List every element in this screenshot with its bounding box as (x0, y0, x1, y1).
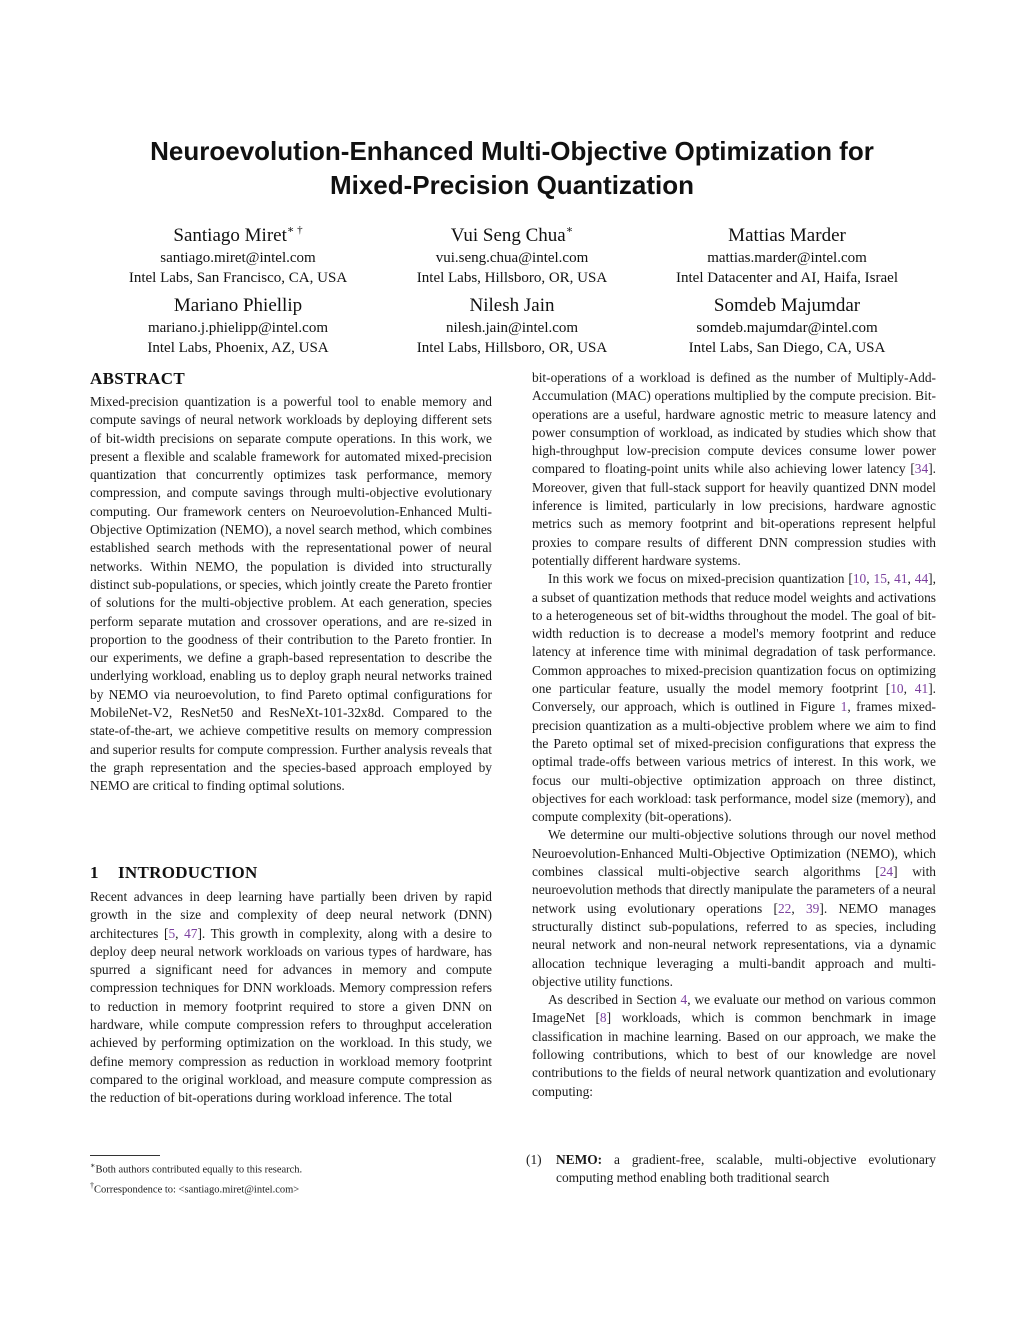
author-block (88, 218, 388, 288)
citation-link[interactable]: 44 (914, 571, 929, 587)
author-affiliation: Intel Labs, Hillsboro, OR, USA (416, 270, 608, 286)
paper-title (60, 134, 964, 202)
section-number: 1 (90, 863, 99, 882)
footnote-equal-contribution: ∗Both authors contributed equally to this research. (90, 1161, 303, 1176)
author-affiliation: Intel Labs, San Diego, CA, USA (688, 340, 886, 356)
citation-link[interactable]: 10 (852, 571, 867, 587)
introduction-body (90, 888, 492, 1108)
citation-link[interactable]: 47 (184, 925, 198, 941)
citation-link[interactable]: 5 (168, 925, 176, 941)
intro-paragraph: Recent advances in deep learning have partially been driven by rapid growth in the size and complexity of deep neural network (DNN) architectures [5, 47]. This growth in complexity, along with a desire to deploy deep neural network workloads on various types of hardware, has spurred a significant need for advances in memory and compute compression techniques for DNN workloads. Memory compression refers to reduction in memory footprint required to store a given DNN on hardware, while compute compression refers to throughput acceleration achieved by performing optimization on the workload. In this study, we define memory compression as reduction in workload memory footprint compared to the original workload, and measure compute compression as the reduction of bit-operations during workload inference. The total (90, 889, 492, 1106)
author-name: Somdeb Majumdar (713, 295, 861, 316)
author-email[interactable]: santiago.miret@intel.com (160, 250, 316, 266)
list-item-text: a gradient-free, scalable, multi-objective evolutionary computing method enabling both traditional search (556, 1152, 936, 1186)
author-block (362, 218, 662, 288)
paragraph-contributions: As described in Section 4, we evaluate our method on various common ImageNet [8] workloads, which is common benchmark in image classification in machine learning. Based on our approach, we make the following contributions, which to best of our knowledge are novel contributions to the fields of neural network quantization and evolutionary computing: (532, 992, 937, 1099)
section-link[interactable]: 4 (680, 992, 688, 1008)
list-item-term: NEMO: (556, 1152, 603, 1167)
abstract-text: Mixed-precision quantization is a powerful tool to enable memory and compute savings of neural network workloads by deploying different sets of bit-width precisions on separate compute operations. In this work, we present a flexible and scalable framework for automated mixed-precision quantization that concurrently optimizes task performance, memory compression, and compute savings through multi-objective evolutionary computing. Our framework centers on Neuroevolution-Enhanced Multi-Objective Optimization (NEMO), a novel search method, which combines established search methods with the representational power of neural networks. Within NEMO, the population is divided into structurally distinct sub-populations, or species, which jointly create the Pareto frontier of solutions for the multi-objective problem. At each generation, species perform separate mutation and crossover operations, and are re-sized in proportion to the goodness of their contribution to the Pareto frontier. In our experiments, we define a graph-based representation to describe the underlying workload, enabling us to deploy graph neural networks trained by NEMO via neuroevolution, to find Pareto optimal configurations for MobileNet-V2, ResNet50 and ResNeXt-101-32x8d. Compared to the state-of-the-art, we achieve competitive results on memory compression and superior results for compute compression. Further analysis reveals that the graph representation and the species-based approach employed by NEMO are critical to finding optimal solutions. (90, 394, 492, 794)
citation-link[interactable]: 41 (914, 681, 929, 697)
citation-link[interactable]: 15 (873, 571, 887, 587)
citation-link[interactable]: 39 (805, 900, 820, 916)
author-name: Vui Seng Chua∗ (450, 224, 574, 246)
author-block (637, 218, 937, 288)
citation-link[interactable]: 34 (914, 461, 929, 477)
author-email[interactable]: somdeb.majumdar@intel.com (696, 320, 878, 336)
author-name: Nilesh Jain (469, 295, 555, 316)
title-line-2: Mixed-Precision Quantization (329, 170, 695, 200)
list-item-number: (1) (526, 1152, 542, 1167)
author-email[interactable]: mattias.marder@intel.com (707, 250, 867, 266)
author-block (362, 294, 662, 358)
figure-link[interactable]: 1 (840, 699, 848, 715)
author-email[interactable]: mariano.j.phielipp@intel.com (147, 320, 329, 336)
title-line-1: Neuroevolution-Enhanced Multi-Objective Optimization for (150, 136, 874, 166)
author-block (88, 294, 388, 358)
author-name: Mariano Phiellip (173, 295, 303, 316)
paragraph-nemo: We determine our multi-objective solutions through our novel method Neuroevolution-Enhanced Multi-Objective Optimization (NEMO), which combines classical multi-objective search algorithms [24] with neuroevolution methods that directly manipulate the parameters of a neural network using evolutionary operations [22, 39]. NEMO manages structurally distinct sub-populations, referred to as species, including neural network and non-neural network representations, via a dynamic allocation technique leveraging a multi-bandit approach and multi-objective utility functions. (532, 827, 936, 989)
author-marks: ∗ † (286, 224, 303, 236)
author-affiliation: Intel Datacenter and AI, Haifa, Israel (676, 270, 898, 286)
abstract-heading: ABSTRACT (90, 369, 185, 388)
contribution-list-item (526, 1151, 936, 1188)
introduction-heading (90, 863, 258, 883)
author-name: Santiago Miret∗ † (173, 224, 303, 246)
footnote-correspondence: †Correspondence to: <santiago.miret@intel.com> (90, 1180, 300, 1195)
author-affiliation: Intel Labs, Phoenix, AZ, USA (147, 340, 329, 356)
footnote-divider (90, 1155, 160, 1156)
author-email[interactable]: nilesh.jain@intel.com (445, 320, 579, 336)
footnotes (90, 1158, 490, 1197)
citation-link[interactable]: 41 (894, 571, 908, 587)
citation-link[interactable]: 22 (777, 900, 792, 916)
author-block (637, 294, 937, 358)
author-marks: ∗ (565, 224, 574, 236)
author-name: Mattias Marder (728, 225, 846, 246)
abstract-body (90, 393, 492, 796)
right-column-body (532, 369, 936, 1101)
citation-link[interactable]: 24 (879, 864, 894, 880)
citation-link[interactable]: 8 (599, 1010, 607, 1026)
paragraph-mixed-precision: In this work we focus on mixed-precision quantization [10, 15, 41, 44], a subset of quantization methods that reduce model weights and activations to a heterogeneous set of bit-widths throughout the model. The goal of bit-width reduction is to decrease a model's memory footprint and reduce latency at inference time with minimal degradation of task performance. Common approaches to mixed-precision quantization focus on optimizing one particular feature, usually the model memory footprint [10, 41]. Conversely, our approach, which is outlined in Figure 1, frames mixed-precision quantization as a multi-objective problem where we aim to find the Pareto optimal set of mixed-precision configurations that express the optimal trade-offs between various metrics of interest. In this work, we focus our multi-objective optimization approach on three distinct, objectives for each workload: task performance, model size (memory), and compute complexity (bit-operations). (532, 571, 937, 825)
section-title: INTRODUCTION (118, 863, 258, 882)
author-affiliation: Intel Labs, Hillsboro, OR, USA (416, 340, 608, 356)
paragraph-bit-operations: bit-operations of a workload is defined as the number of Multiply-Add-Accumulation (MAC) operations multiplied by the compute precision. Bit-operations are a useful, hardware agnostic metric to measure latency and power consumption of workload, as indicated by studies which show that high-throughput low-precision compute devices consume lower power compared to floating-point units while also achieving lower latency [34]. Moreover, given that full-stack support for heavily quantized DNN model inference is limited, particularly in low precisions, hardware agnostic metrics such as memory footprint and bit-operations represent helpful proxies to compare results of different DNN compression studies with potentially different hardware systems. (532, 370, 936, 568)
author-affiliation: Intel Labs, San Francisco, CA, USA (128, 270, 348, 286)
author-email[interactable]: vui.seng.chua@intel.com (435, 250, 589, 266)
citation-link[interactable]: 10 (890, 681, 904, 697)
